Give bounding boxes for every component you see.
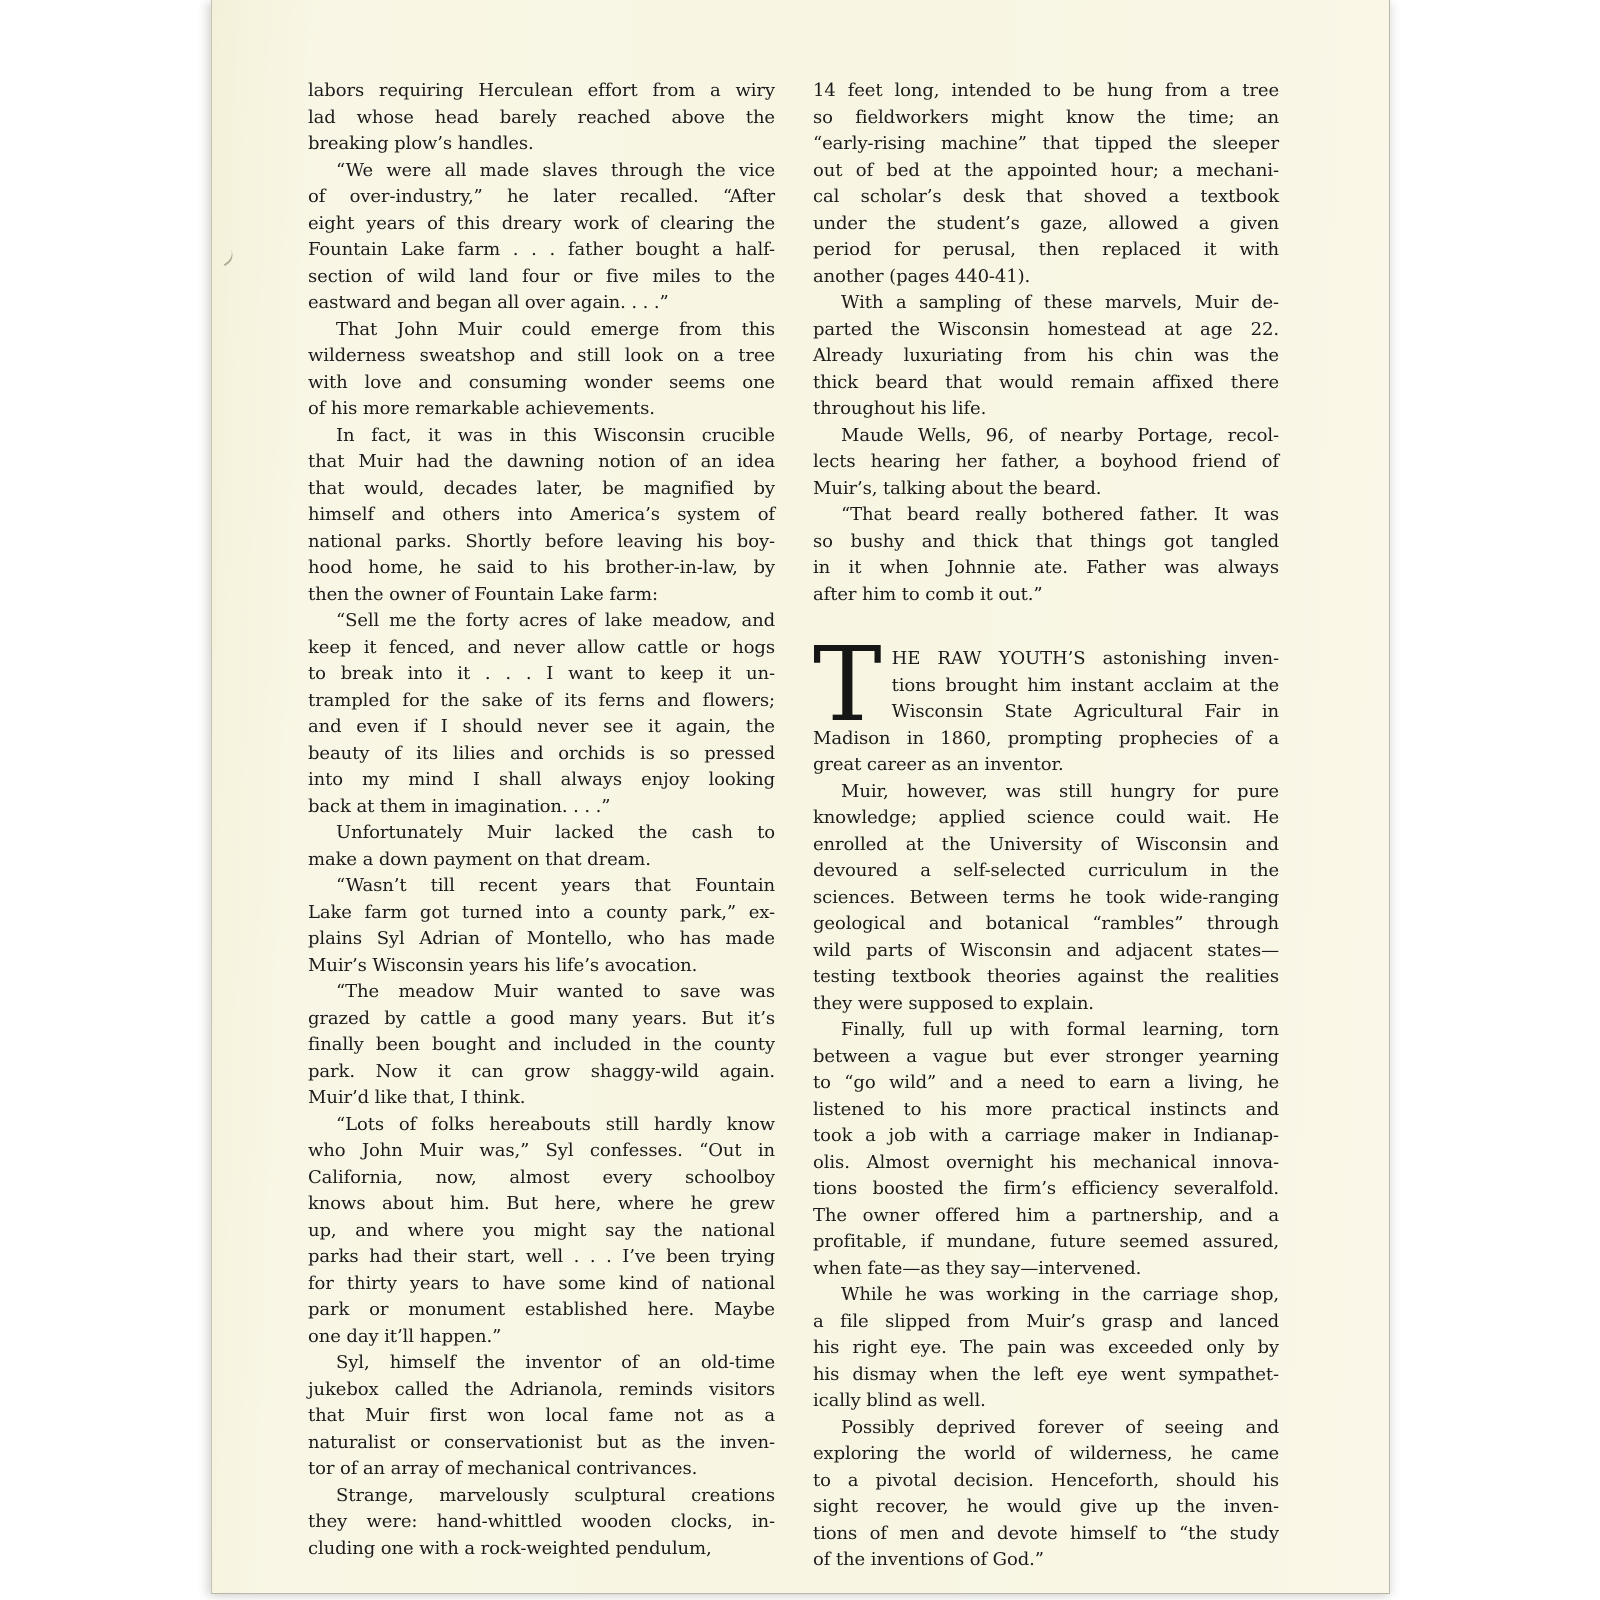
text-line: profitable, if mundane, future seemed assured,: [813, 1231, 1279, 1252]
text-line: THE RAW YOUTH’S astonishing inven-: [813, 625, 1279, 745]
paragraph: [813, 423, 1279, 503]
paragraph: [813, 1415, 1279, 1574]
paragraph: [308, 873, 775, 979]
text-line: tions of men and devote himself to “the study: [813, 1522, 1279, 1544]
text-line: That John Muir could emerge from this: [336, 318, 775, 340]
pencil-mark-artifact: [218, 249, 237, 267]
text-line: 14 feet long, intended to be hung from a tree: [813, 80, 1279, 101]
text-line: Madison in 1860, prompting prophecies of a: [813, 727, 1279, 749]
text-column-right: [813, 78, 1279, 1574]
text-line: parted the Wisconsin homestead at age 22.: [813, 318, 1279, 340]
text-line: Strange, marvelously sculptural creations: [336, 1484, 775, 1506]
text-line: “Sell me the forty acres of lake meadow, and: [336, 610, 775, 631]
paragraph: [813, 1017, 1279, 1282]
text-line: and even if I should never see it again, the: [308, 716, 775, 737]
text-line: they were supposed to explain.: [813, 992, 1094, 1014]
text-line: great career as an inventor.: [813, 754, 1064, 775]
paragraph: [813, 502, 1279, 608]
text-line: took a job with a carriage maker in Indianap-: [813, 1125, 1279, 1146]
text-line: of his more remarkable achievements.: [308, 398, 655, 419]
paragraph: [308, 317, 775, 423]
text-line: make a down payment on that dream.: [308, 848, 651, 870]
text-line: up, and where you might say the national: [308, 1219, 775, 1241]
text-line: when fate—as they say—intervened.: [813, 1257, 1142, 1279]
text-line: testing textbook theories against the realities: [813, 966, 1279, 987]
text-line: Maude Wells, 96, of nearby Portage, recol-: [841, 424, 1279, 446]
text-line: enrolled at the University of Wisconsin and: [813, 833, 1279, 855]
text-line: finally been bought and included in the county: [308, 1034, 775, 1055]
text-line: wilderness sweatshop and still look on a tree: [308, 345, 775, 366]
text-line: exploring the world of wilderness, he came: [813, 1443, 1279, 1464]
magazine-page: [211, 0, 1390, 1594]
text-line: Unfortunately Muir lacked the cash to: [336, 822, 775, 843]
text-line: plains Syl Adrian of Montello, who has made: [308, 928, 775, 949]
text-line: then the owner of Fountain Lake farm:: [308, 583, 658, 605]
text-line: keep it fenced, and never allow cattle or hogs: [308, 636, 775, 658]
drop-cap-letter: T: [813, 625, 882, 745]
paragraph: [813, 290, 1279, 423]
text-line: Muir, however, was still hungry for pure: [841, 780, 1279, 802]
text-line: geological and botanical “rambles” through: [813, 913, 1279, 934]
text-line: himself and others into America’s system of: [308, 504, 775, 525]
text-line: tions brought him instant acclaim at the: [891, 674, 1279, 696]
text-line: sight recover, he would give up the inven-: [813, 1496, 1279, 1517]
text-line: Already luxuriating from his chin was the: [813, 345, 1279, 366]
text-line: Fountain Lake farm . . . father bought a half-: [308, 239, 775, 260]
text-line: knowledge; applied science could wait. He: [813, 807, 1279, 828]
text-line: “That beard really bothered father. It was: [841, 504, 1279, 525]
text-line: tor of an array of mechanical contrivances.: [308, 1458, 698, 1479]
text-line: who John Muir was,” Syl confesses. “Out in: [308, 1140, 775, 1161]
text-line: Muir’d like that, I think.: [308, 1087, 526, 1108]
text-line: that Muir first won local fame not as a: [308, 1405, 775, 1426]
text-line: lad whose head barely reached above the: [308, 106, 775, 128]
text-line: “Wasn’t till recent years that Fountain: [336, 875, 775, 896]
paragraph: [813, 78, 1279, 290]
text-line: Possibly deprived forever of seeing and: [841, 1416, 1279, 1438]
text-line: national parks. Shortly before leaving his boy-: [308, 530, 775, 552]
text-line: another (pages 440-41).: [813, 265, 1031, 287]
paragraph: [813, 1282, 1279, 1415]
text-line: after him to comb it out.”: [813, 583, 1043, 605]
paragraph: [813, 779, 1279, 1018]
text-line: naturalist or conservationist but as the inven-: [308, 1431, 775, 1453]
text-line: to break into it . . . I want to keep it un-: [308, 663, 775, 684]
text-line: his right eye. The pain was exceeded only by: [813, 1337, 1279, 1358]
text-line: Muir’s, talking about the beard.: [813, 477, 1102, 499]
text-line: Wisconsin State Agricultural Fair in: [891, 701, 1279, 722]
text-line: between a vague but ever stronger yearning: [813, 1045, 1279, 1067]
text-line: with love and consuming wonder seems one: [308, 371, 775, 393]
text-line: breaking plow’s handles.: [308, 133, 534, 154]
text-line: of the inventions of God.”: [813, 1549, 1044, 1570]
text-line: hood home, he said to his brother-in-law, by: [308, 557, 775, 578]
text-line: a file slipped from Muir’s grasp and lanced: [813, 1310, 1279, 1332]
text-line: With a sampling of these marvels, Muir de-: [841, 292, 1279, 313]
text-line: into my mind I shall always enjoy looking: [308, 769, 775, 790]
text-line: eastward and began all over again. . . .”: [308, 292, 669, 313]
text-line: period for perusal, then replaced it with: [813, 239, 1279, 260]
text-line: lects hearing her father, a boyhood friend of: [813, 451, 1279, 472]
text-line: trampled for the sake of its ferns and flowers;: [308, 689, 775, 711]
text-line: olis. Almost overnight his mechanical innova-: [813, 1151, 1279, 1173]
text-line: California, now, almost every schoolboy: [308, 1166, 775, 1188]
paragraph: [308, 158, 775, 317]
text-line: park or monument established here. Maybe: [308, 1299, 775, 1320]
paragraph: [813, 625, 1279, 779]
text-line: Muir’s Wisconsin years his life’s avocation.: [308, 954, 698, 976]
text-line: sciences. Between terms he took wide-ranging: [813, 886, 1279, 908]
text-line: cal scholar’s desk that shoved a textbook: [813, 186, 1279, 207]
text-line: knows about him. But here, where he grew: [308, 1193, 775, 1214]
text-line: section of wild land four or five miles to the: [308, 265, 775, 287]
text-line: “Lots of folks hereabouts still hardly know: [336, 1113, 775, 1135]
paragraph: [308, 1112, 775, 1351]
text-line: devoured a self-selected curriculum in the: [813, 860, 1279, 881]
text-line: tions boosted the firm’s efficiency severalfold.: [813, 1178, 1279, 1199]
text-line: Finally, full up with formal learning, torn: [841, 1019, 1279, 1040]
text-line: park. Now it can grow shaggy-wild again.: [308, 1060, 775, 1082]
text-line: parks had their start, well . . . I’ve been trying: [308, 1246, 775, 1267]
text-line: eight years of this dreary work of clearing the: [308, 212, 775, 234]
text-line: “We were all made slaves through the vice: [336, 159, 775, 181]
text-line: back at them in imagination. . . .”: [308, 795, 611, 817]
text-line: in it when Johnnie ate. Father was always: [813, 557, 1279, 578]
paragraph: [308, 423, 775, 609]
text-line: beauty of its lilies and orchids is so pressed: [308, 742, 775, 764]
text-line: throughout his life.: [813, 398, 987, 419]
text-line: “The meadow Muir wanted to save was: [336, 981, 775, 1002]
text-line: grazed by cattle a good many years. But it’s: [308, 1007, 775, 1029]
text-column-left: [308, 78, 775, 1562]
text-line: wild parts of Wisconsin and adjacent states—: [813, 939, 1279, 961]
paragraph: [308, 820, 775, 873]
text-line: that would, decades later, be magnified by: [308, 477, 775, 499]
text-line: In fact, it was in this Wisconsin crucible: [336, 424, 775, 446]
text-line: listened to his more practical instincts and: [813, 1098, 1279, 1120]
text-line: The owner offered him a partnership, and a: [813, 1204, 1279, 1226]
text-line: his dismay when the left eye went sympathet-: [813, 1363, 1279, 1385]
paragraph: [308, 979, 775, 1112]
text-line: thick beard that would remain affixed there: [813, 371, 1279, 393]
text-line: Lake farm got turned into a county park,” ex-: [308, 901, 775, 923]
paragraph: [308, 78, 775, 158]
text-line: under the student’s gaze, allowed a given: [813, 212, 1279, 234]
text-line: ically blind as well.: [813, 1390, 986, 1411]
text-line: one day it’ll happen.”: [308, 1325, 502, 1347]
text-line: out of bed at the appointed hour; a mechani-: [813, 159, 1279, 181]
text-line: for thirty years to have some kind of national: [308, 1272, 775, 1294]
text-line: so bushy and thick that things got tangled: [813, 530, 1279, 552]
text-line: “early-rising machine” that tipped the sleeper: [813, 133, 1279, 154]
text-line: that Muir had the dawning notion of an idea: [308, 451, 775, 472]
paragraph: [308, 1483, 775, 1563]
text-line: labors requiring Herculean effort from a wiry: [308, 80, 775, 101]
text-line: of over-industry,” he later recalled. “After: [308, 186, 775, 207]
paragraph: [308, 608, 775, 820]
text-line: to “go wild” and a need to earn a living, he: [813, 1072, 1279, 1093]
text-line: Syl, himself the inventor of an old-time: [336, 1352, 775, 1373]
text-line: cluding one with a rock-weighted pendulum,: [308, 1537, 712, 1559]
text-line: While he was working in the carriage shop,: [841, 1284, 1279, 1305]
text-line: jukebox called the Adrianola, reminds visitors: [308, 1378, 775, 1400]
text-line: so fieldworkers might know the time; an: [813, 106, 1279, 128]
paragraph: [308, 1350, 775, 1483]
text-line: they were: hand-whittled wooden clocks, in-: [308, 1511, 775, 1532]
text-line: to a pivotal decision. Henceforth, should his: [813, 1469, 1279, 1491]
